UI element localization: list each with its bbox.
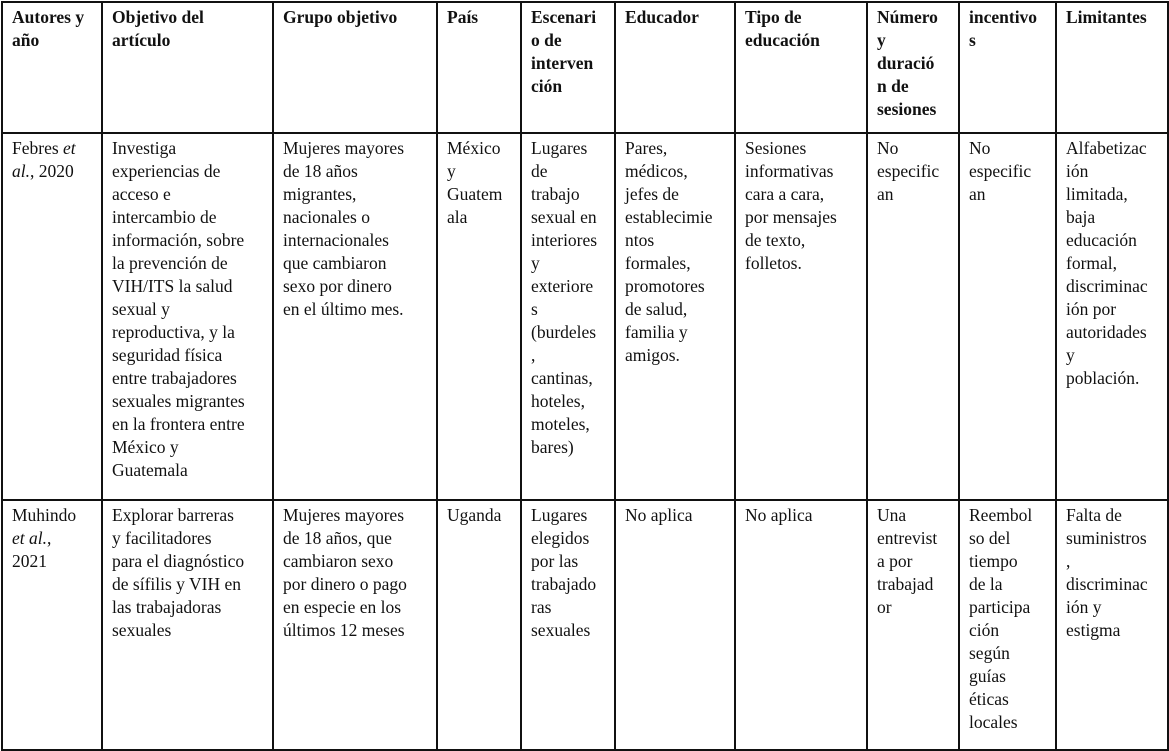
cell-text: de texto, bbox=[745, 230, 806, 250]
cell-text: en especie en los bbox=[283, 597, 402, 617]
cell-text: Lugares bbox=[531, 505, 588, 525]
cell-text: entre trabajadores bbox=[112, 368, 237, 388]
cell-text: por mensajes bbox=[745, 207, 837, 227]
author-cell bbox=[2, 500, 102, 750]
cell-text: VIH/ITS la salud bbox=[112, 276, 233, 296]
header-text: educación bbox=[745, 30, 820, 50]
cell-article-objective bbox=[102, 500, 273, 750]
cell-text: experiencias de bbox=[112, 161, 221, 181]
cell-text: por dinero o pago bbox=[283, 574, 407, 594]
cell-text: de salud, bbox=[625, 299, 688, 319]
cell-text: No bbox=[877, 138, 899, 158]
header-text: incentivo bbox=[969, 7, 1038, 27]
cell-text: de 18 años bbox=[283, 161, 358, 181]
cell-text: especific bbox=[969, 161, 1032, 181]
cell-text: cambiaron sexo bbox=[283, 551, 394, 571]
column-header-educator bbox=[615, 2, 735, 133]
cell-text: an bbox=[969, 184, 986, 204]
cell-incentives bbox=[959, 500, 1056, 750]
column-header-authors-year bbox=[2, 2, 102, 133]
cell-text: educación bbox=[1066, 230, 1137, 250]
author-name: Febres bbox=[12, 138, 59, 158]
cell-text: guías bbox=[969, 666, 1006, 686]
header-text: duració bbox=[877, 53, 935, 73]
cell-text: Uganda bbox=[447, 505, 502, 525]
author-year-sep: , bbox=[47, 528, 52, 548]
cell-intervention-setting bbox=[521, 133, 615, 500]
cell-text: familia y bbox=[625, 322, 688, 342]
cell-text: Lugares bbox=[531, 138, 588, 158]
cell-text: México y bbox=[112, 437, 179, 457]
cell-text: Explorar barreras bbox=[112, 505, 234, 525]
cell-text: en la frontera entre bbox=[112, 414, 245, 434]
column-header-education-type bbox=[735, 2, 867, 133]
cell-text: sexuales migrantes bbox=[112, 391, 245, 411]
cell-sessions-number-duration bbox=[867, 500, 959, 750]
cell-limitations bbox=[1056, 133, 1168, 500]
cell-text: internacionales bbox=[283, 230, 389, 250]
cell-text: Pares, bbox=[625, 138, 668, 158]
cell-text: población. bbox=[1066, 368, 1140, 388]
cell-text: baja bbox=[1066, 207, 1096, 227]
cell-text: a por bbox=[877, 551, 913, 571]
cell-text: formal, bbox=[1066, 253, 1118, 273]
cell-text: migrantes, bbox=[283, 184, 357, 204]
cell-text: s bbox=[531, 299, 538, 319]
cell-text: que cambiaron bbox=[283, 253, 387, 273]
cell-text: moteles, bbox=[531, 414, 590, 434]
cell-text: Falta de bbox=[1066, 505, 1122, 525]
cell-text: Reembol bbox=[969, 505, 1033, 525]
cell-incentives bbox=[959, 133, 1056, 500]
cell-text: en el último mes. bbox=[283, 299, 404, 319]
cell-text: ión y bbox=[1066, 597, 1102, 617]
cell-text: ala bbox=[447, 207, 468, 227]
header-text: sesiones bbox=[877, 99, 937, 119]
cell-text: ción bbox=[969, 620, 1000, 640]
cell-text: de la bbox=[969, 574, 1003, 594]
cell-text: folletos. bbox=[745, 253, 802, 273]
author-etal: al. bbox=[12, 161, 30, 181]
cell-text: sexual y bbox=[112, 299, 170, 319]
header-text: Objetivo del bbox=[112, 7, 204, 27]
cell-text: de bbox=[531, 161, 548, 181]
header-text: Escenari bbox=[531, 7, 597, 27]
cell-text: No bbox=[969, 138, 991, 158]
header-text: Autores y bbox=[12, 7, 85, 27]
header-text: Número bbox=[877, 7, 938, 27]
cell-educator bbox=[615, 500, 735, 750]
cell-text: formales, bbox=[625, 253, 691, 273]
cell-text: amigos. bbox=[625, 345, 680, 365]
cell-text: cara a cara, bbox=[745, 184, 825, 204]
cell-text: No aplica bbox=[745, 505, 813, 525]
author-year: , 2020 bbox=[30, 161, 74, 181]
cell-text: interiores bbox=[531, 230, 598, 250]
cell-text: México bbox=[447, 138, 501, 158]
cell-article-objective bbox=[102, 133, 273, 500]
cell-text: de sífilis y VIH en bbox=[112, 574, 241, 594]
header-text: año bbox=[12, 30, 40, 50]
cell-country bbox=[437, 500, 521, 750]
cell-text: Guatem bbox=[447, 184, 503, 204]
cell-text: tiempo bbox=[969, 551, 1018, 571]
cell-text: información, sobre bbox=[112, 230, 245, 250]
author-cell bbox=[2, 133, 102, 500]
header-text: s bbox=[969, 30, 976, 50]
cell-text: , bbox=[1066, 551, 1071, 571]
cell-text: nacionales o bbox=[283, 207, 370, 227]
cell-text: elegidos bbox=[531, 528, 590, 548]
author-year: 2021 bbox=[12, 551, 47, 571]
cell-intervention-setting bbox=[521, 500, 615, 750]
cell-text: sexuales bbox=[112, 620, 172, 640]
cell-text: trabajado bbox=[531, 574, 597, 594]
column-header-target-group bbox=[273, 2, 437, 133]
cell-text: últimos 12 meses bbox=[283, 620, 405, 640]
table-row bbox=[2, 133, 1168, 500]
cell-text: las trabajadoras bbox=[112, 597, 222, 617]
cell-education-type bbox=[735, 500, 867, 750]
cell-text: ras bbox=[531, 597, 552, 617]
cell-text: según bbox=[969, 643, 1010, 663]
cell-text: (burdeles bbox=[531, 322, 597, 342]
column-header-incentives bbox=[959, 2, 1056, 133]
cell-text: suministros bbox=[1066, 528, 1147, 548]
cell-sessions-number-duration bbox=[867, 133, 959, 500]
cell-text: reproductiva, y la bbox=[112, 322, 235, 342]
column-header-country bbox=[437, 2, 521, 133]
cell-text: éticas bbox=[969, 689, 1009, 709]
table-row bbox=[2, 500, 1168, 750]
header-text: Tipo de bbox=[745, 7, 802, 27]
cell-text: Investiga bbox=[112, 138, 177, 158]
column-header-intervention-setting bbox=[521, 2, 615, 133]
cell-education-type bbox=[735, 133, 867, 500]
column-header-limitations bbox=[1056, 2, 1168, 133]
header-text: ción bbox=[531, 76, 563, 96]
cell-target-group bbox=[273, 500, 437, 750]
header-text: interven bbox=[531, 53, 594, 73]
cell-text: hoteles, bbox=[531, 391, 585, 411]
cell-text: sexuales bbox=[531, 620, 591, 640]
cell-text: establecimie bbox=[625, 207, 713, 227]
cell-text: Mujeres mayores bbox=[283, 138, 405, 158]
cell-text: limitada, bbox=[1066, 184, 1128, 204]
cell-text: ión por bbox=[1066, 299, 1117, 319]
cell-text: sexo por dinero bbox=[283, 276, 392, 296]
header-text: Educador bbox=[625, 7, 699, 27]
cell-country bbox=[437, 133, 521, 500]
cell-text: jefes de bbox=[625, 184, 679, 204]
cell-text: Alfabetizac bbox=[1066, 138, 1147, 158]
cell-text: or bbox=[877, 597, 892, 617]
cell-text: y bbox=[447, 161, 456, 181]
author-name: Muhindo bbox=[12, 505, 77, 525]
author-etal: et bbox=[63, 138, 76, 158]
cell-text: Guatemala bbox=[112, 460, 188, 480]
cell-text: Mujeres mayores bbox=[283, 505, 405, 525]
author-etal: et al. bbox=[12, 528, 47, 548]
column-header-sessions-number-duration bbox=[867, 2, 959, 133]
cell-educator bbox=[615, 133, 735, 500]
cell-text: participa bbox=[969, 597, 1031, 617]
cell-text: exteriore bbox=[531, 276, 594, 296]
cell-text: so del bbox=[969, 528, 1011, 548]
cell-text: trabajad bbox=[877, 574, 934, 594]
cell-text: ntos bbox=[625, 230, 655, 250]
cell-limitations bbox=[1056, 500, 1168, 750]
cell-text: por las bbox=[531, 551, 579, 571]
header-text: Limitantes bbox=[1066, 7, 1147, 27]
cell-text: Una bbox=[877, 505, 907, 525]
cell-text: estigma bbox=[1066, 620, 1121, 640]
cell-text: la prevención de bbox=[112, 253, 228, 273]
cell-text: de 18 años, que bbox=[283, 528, 392, 548]
header-row bbox=[2, 2, 1168, 133]
cell-text: bares) bbox=[531, 437, 574, 457]
cell-text: sexual en bbox=[531, 207, 597, 227]
cell-text: discriminac bbox=[1066, 574, 1148, 594]
cell-text: y bbox=[1066, 345, 1075, 365]
header-text: n de bbox=[877, 76, 909, 96]
header-text: o de bbox=[531, 30, 562, 50]
cell-text: an bbox=[877, 184, 894, 204]
header-text: País bbox=[447, 7, 479, 27]
cell-text: y bbox=[531, 253, 540, 273]
cell-text: ión bbox=[1066, 161, 1089, 181]
cell-target-group bbox=[273, 133, 437, 500]
cell-text: Sesiones bbox=[745, 138, 807, 158]
studies-table bbox=[1, 1, 1169, 751]
cell-text: promotores bbox=[625, 276, 705, 296]
cell-text: médicos, bbox=[625, 161, 688, 181]
cell-text: especific bbox=[877, 161, 940, 181]
cell-text: informativas bbox=[745, 161, 834, 181]
cell-text: discriminac bbox=[1066, 276, 1148, 296]
cell-text: seguridad física bbox=[112, 345, 223, 365]
cell-text: cantinas, bbox=[531, 368, 593, 388]
cell-text: No aplica bbox=[625, 505, 693, 525]
cell-text: autoridades bbox=[1066, 322, 1147, 342]
cell-text: para el diagnóstico bbox=[112, 551, 245, 571]
cell-text: trabajo bbox=[531, 184, 580, 204]
cell-text: locales bbox=[969, 712, 1018, 732]
cell-text: entrevist bbox=[877, 528, 938, 548]
cell-text: y facilitadores bbox=[112, 528, 212, 548]
header-text: artículo bbox=[112, 30, 171, 50]
header-text: Grupo objetivo bbox=[283, 7, 398, 27]
cell-text: , bbox=[531, 345, 536, 365]
cell-text: acceso e bbox=[112, 184, 171, 204]
column-header-article-objective bbox=[102, 2, 273, 133]
cell-text: intercambio de bbox=[112, 207, 217, 227]
header-text: y bbox=[877, 30, 886, 50]
